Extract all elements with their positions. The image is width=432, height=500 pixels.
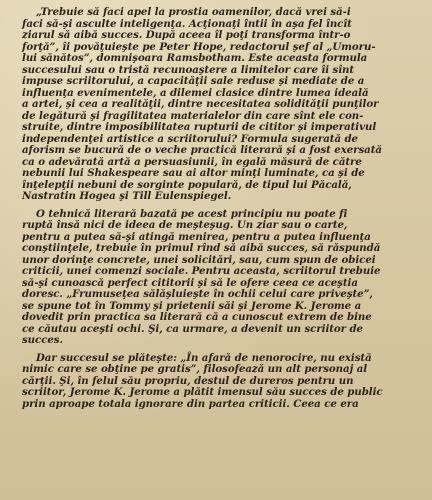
text-line: independenţei artistice a scriitorului? Formula sugerată de <box>22 132 358 145</box>
text-line: prin aproape totala ignorare din partea criticii. Ceea ce era <box>22 397 359 410</box>
text-line: unor dorinţe concrete, unei solicitări, sau, cum spun de obicei <box>22 253 376 266</box>
text-line: doresc. „Frumuseţea sălăşluieşte în ochii celui care priveşte”, <box>22 288 373 300</box>
text-line: aforism se bucură de o veche practică literară şi a fost exersată <box>22 144 382 156</box>
text-line: O tehnică literară bazată pe acest principiu nu poate fi <box>36 207 348 220</box>
text-line: influenţa evenimentele, a dilemei clasice dintre lumea ideală <box>22 86 369 99</box>
text-line: ruptă însă nici de ideea de meşteşug. Un ziar sau o carte, <box>22 219 348 231</box>
text-line: impuse scriitorului, a capacităţii sale reduse şi mediate de a <box>22 75 365 87</box>
text-line: succesului sau o tristă recunoaştere a limitelor care îi sînt <box>22 63 355 76</box>
text-line: nebunii lui Shakespeare sau ai altor minţi luminate, ca şi de <box>22 167 365 179</box>
text-line: „Trebuie să faci apel la prostia oamenilor, dacă vrei să-i <box>36 6 351 18</box>
text-line: pentru a putea să-şi atingă menirea, pentru a putea influenţa <box>22 230 371 243</box>
text-line: conştiinţele, trebuie în primul rînd să aibă succes, să răspundă <box>22 242 381 254</box>
text-line: ziarul să aibă succes. După aceea îl poţi transforma într-o <box>22 29 351 41</box>
text-line: forţă”, îi povăţuieşte pe Peter Hope, redactorul şef al „Umoru- <box>22 40 376 53</box>
text-line: să-şi cunoască perfect cititorii şi să le ofere ceea ce aceştia <box>22 276 358 289</box>
text-line: Nastratin Hogea şi Till Eulenspiegel. <box>22 190 232 202</box>
text-line: de legătură şi fragilitatea materialelor din care sînt ele con- <box>22 109 364 122</box>
paragraph-2 <box>22 209 416 347</box>
text-line: dovedit prin practica sa literară că a cunoscut extrem de bine <box>22 311 372 323</box>
text-line: cărţii. Şi, în felul său propriu, destul de dureros pentru un <box>22 374 354 387</box>
text-line: succes. <box>22 334 63 346</box>
text-line: Dar succesul se plăteşte: „În afară de nenorocire, nu există <box>36 351 372 364</box>
text-line: a artei, şi cea a realităţii, dintre necesitatea solidităţii punţilor <box>22 98 379 110</box>
text-line: nimic care se obţine pe gratis”, filosofează un alt personaj al <box>22 363 368 375</box>
text-line: se spune tot în Tommy şi prietenii săi şi Jerome K. Jerome a <box>22 299 362 312</box>
text-line: struite, dintre imposibilitatea rupturii de cititor şi imperativul <box>22 121 377 133</box>
text-line: înţelepţii nebuni de sorginte populară, de tipul lui Păcală, <box>22 178 352 191</box>
text-line: ce căutau aceşti ochi. Şi, ca urmare, a devenit un scriitor de <box>22 322 363 335</box>
text-line: scriitor, Jerome K. Jerome a plătit imensul său succes de public <box>22 386 383 398</box>
text-line: faci să-şi asculte inteligenţa. Acţionaţi întii în aşa fel încît <box>22 17 352 30</box>
text-line: lui sănătos”, domnişoara Ramsbotham. Este aceasta formula <box>22 52 368 64</box>
paragraph-3 <box>22 353 416 411</box>
text-line: criticii, unei comenzi sociale. Pentru aceasta, scriitorul trebuie <box>22 265 381 277</box>
paragraph-1 <box>22 7 416 203</box>
text-line: ca o adevărată artă a persuasiunii, în egală măsură de către <box>22 155 362 168</box>
